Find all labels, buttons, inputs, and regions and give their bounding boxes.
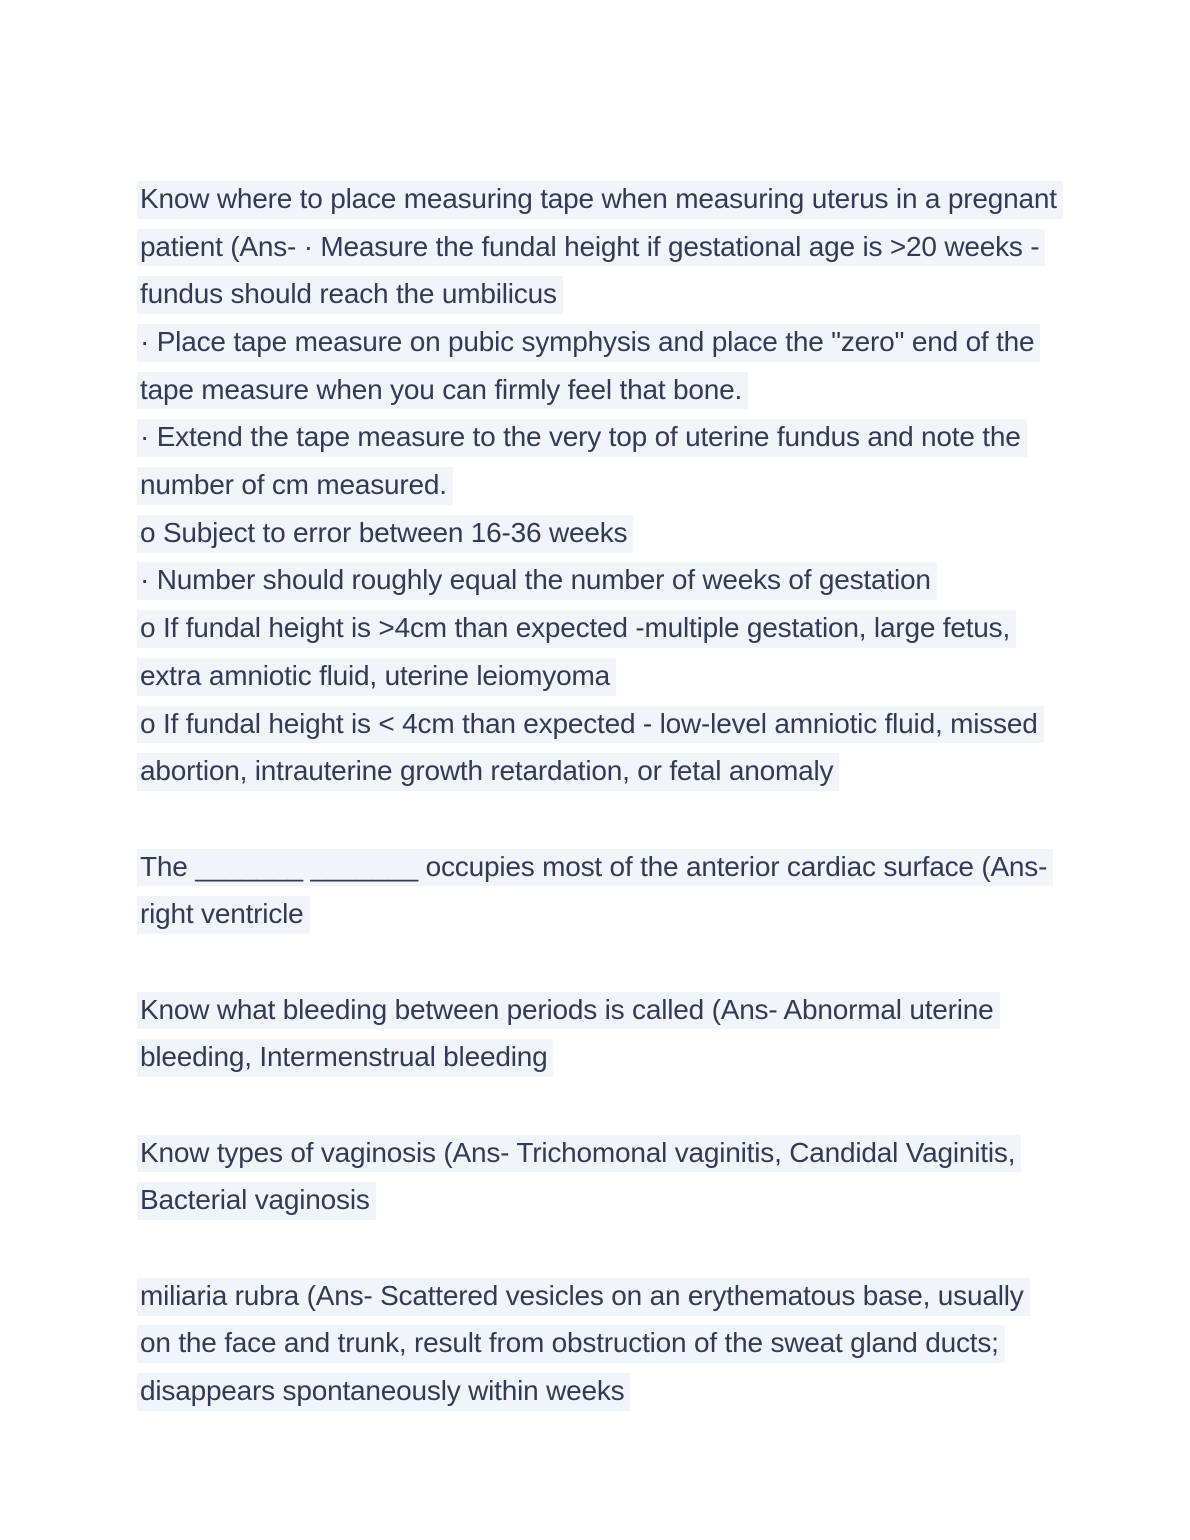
text-line	[137, 176, 1190, 224]
highlighted-text: fundus should reach the umbilicus	[137, 276, 563, 314]
text-line	[137, 271, 1190, 319]
highlighted-text: abortion, intrauterine growth retardation, or fetal anomaly	[137, 753, 839, 791]
text-line	[137, 1130, 1190, 1178]
text-line	[137, 844, 1190, 892]
highlighted-text: number of cm measured.	[137, 467, 453, 505]
text-line	[137, 701, 1190, 749]
highlighted-text: right ventricle	[137, 896, 310, 934]
qa-block-anterior-cardiac-surface	[137, 844, 1190, 939]
highlighted-text: miliaria rubra (Ans- Scattered vesicles on an erythematous base, usually	[137, 1278, 1030, 1316]
text-line	[137, 224, 1190, 272]
text-line	[137, 1321, 1190, 1369]
highlighted-text: o Subject to error between 16-36 weeks	[137, 515, 633, 553]
highlighted-text: Know what bleeding between periods is called (Ans- Abnormal uterine	[137, 992, 1000, 1030]
text-line	[137, 414, 1190, 462]
qa-block-types-of-vaginosis	[137, 1130, 1190, 1225]
text-line	[137, 319, 1190, 367]
text-line	[137, 748, 1190, 796]
highlighted-text: patient (Ans- · Measure the fundal height if gestational age is >20 weeks -	[137, 229, 1045, 267]
text-line	[137, 891, 1190, 939]
highlighted-text: disappears spontaneously within weeks	[137, 1373, 630, 1411]
text-line	[137, 1368, 1190, 1416]
text-line	[137, 462, 1190, 510]
text-line	[137, 510, 1190, 558]
qa-block-bleeding-between-periods	[137, 987, 1190, 1082]
highlighted-text: Know types of vaginosis (Ans- Trichomonal vaginitis, Candidal Vaginitis,	[137, 1135, 1021, 1173]
text-line	[137, 558, 1190, 606]
text-line	[137, 1034, 1190, 1082]
highlighted-text: · Place tape measure on pubic symphysis and place the "zero" end of the	[137, 324, 1040, 362]
highlighted-text: o If fundal height is >4cm than expected -multiple gestation, large fetus,	[137, 610, 1016, 648]
text-line	[137, 1273, 1190, 1321]
highlighted-text: Know where to place measuring tape when measuring uterus in a pregnant	[137, 181, 1063, 219]
text-line	[137, 653, 1190, 701]
highlighted-text: extra amniotic fluid, uterine leiomyoma	[137, 658, 616, 696]
highlighted-text: · Extend the tape measure to the very top of uterine fundus and note the	[137, 419, 1027, 457]
highlighted-text: bleeding, Intermenstrual bleeding	[137, 1039, 553, 1077]
text-line	[137, 367, 1190, 415]
text-line	[137, 605, 1190, 653]
qa-block-miliaria-rubra	[137, 1273, 1190, 1416]
text-line	[137, 1177, 1190, 1225]
highlighted-text: o If fundal height is < 4cm than expected - low-level amniotic fluid, missed	[137, 706, 1044, 744]
highlighted-text: tape measure when you can firmly feel that bone.	[137, 372, 748, 410]
highlighted-text: Bacterial vaginosis	[137, 1182, 376, 1220]
highlighted-text: on the face and trunk, result from obstruction of the sweat gland ducts;	[137, 1325, 1005, 1363]
highlighted-text: · Number should roughly equal the number of weeks of gestation	[137, 562, 937, 600]
qa-block-fundal-height-measurement	[137, 176, 1190, 796]
text-line	[137, 987, 1190, 1035]
highlighted-text: The _______ _______ occupies most of the anterior cardiac surface (Ans-	[137, 849, 1053, 887]
